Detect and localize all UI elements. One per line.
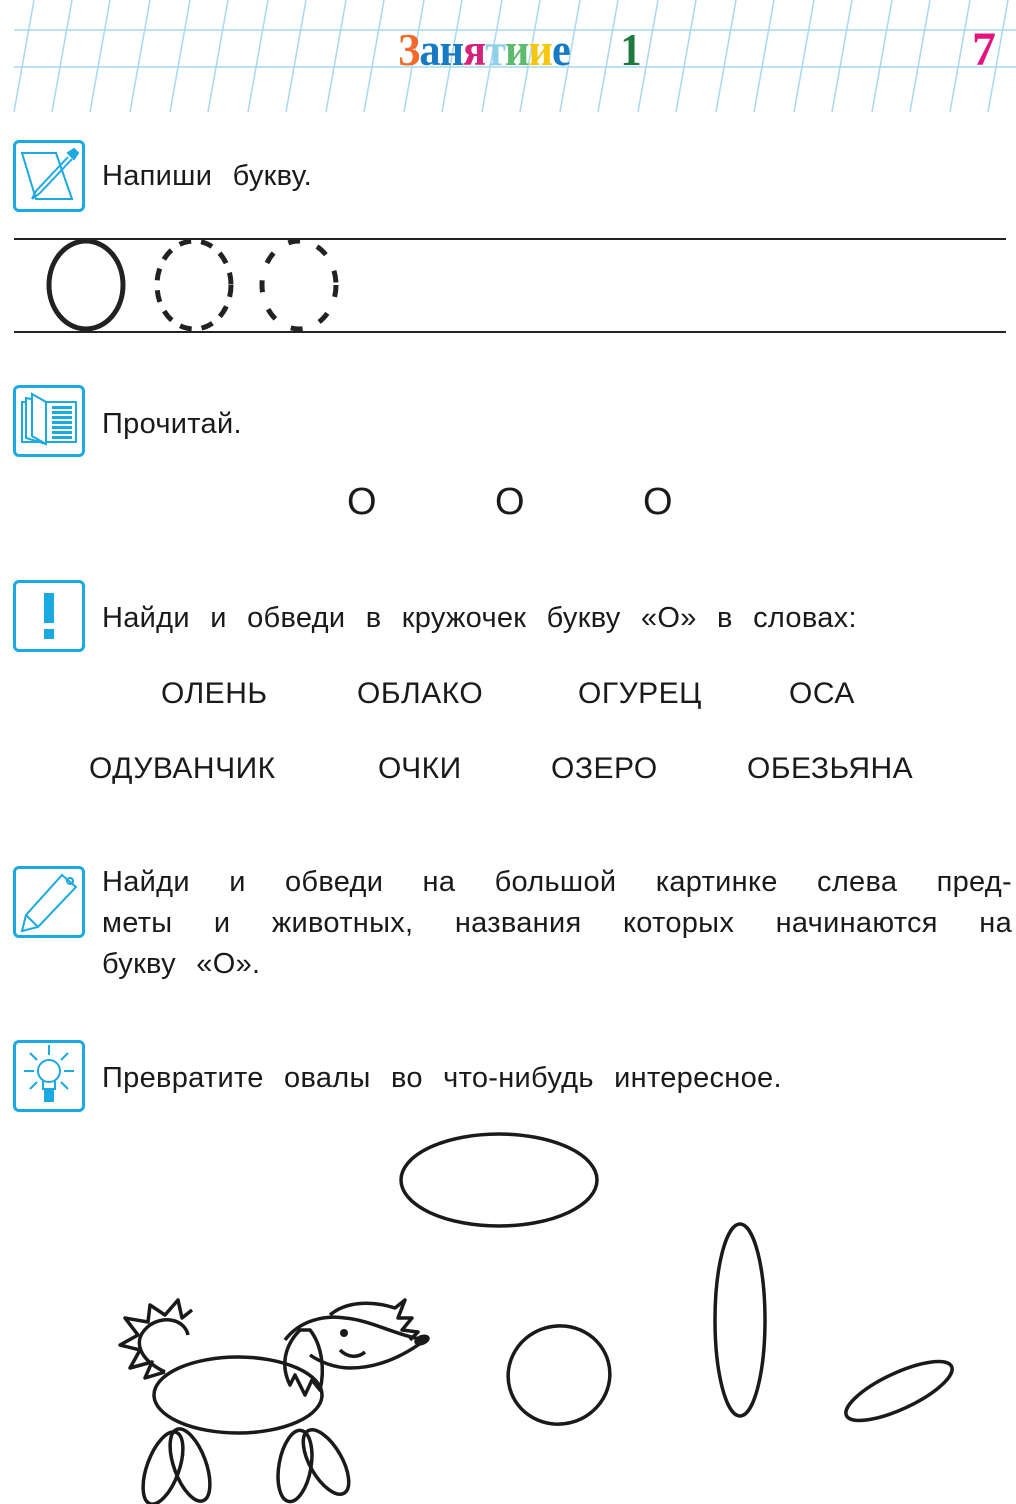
task-icon-read	[13, 385, 85, 457]
lightbulb-icon	[16, 1043, 82, 1109]
title-letter: и	[528, 24, 552, 75]
title-letter: и	[504, 24, 529, 75]
task-text-circle-letter: Найди и обведи в кружочек букву «О» в словах:	[102, 602, 857, 634]
word-item[interactable]: ОСА	[789, 677, 855, 710]
word-item[interactable]: ОДУВАНЧИК	[89, 752, 276, 785]
title-letter: е	[551, 24, 570, 75]
task-icon-attention	[13, 580, 85, 652]
task-text-ovals: Превратите овалы во что-нибудь интересное.	[102, 1062, 782, 1094]
task-icon-write	[13, 140, 85, 212]
task-line: Найди и обведи на большой картинке слева пред-	[102, 866, 1012, 898]
title-letter: н	[439, 24, 464, 75]
read-letter: О	[643, 481, 673, 523]
title-letter: т	[485, 24, 505, 75]
pencil-icon	[16, 869, 82, 935]
trace-letter-o-1[interactable]	[157, 241, 231, 329]
task-text-write: Напиши букву.	[102, 160, 312, 192]
task-icon-pencil	[13, 866, 85, 938]
task-text-find-picture	[102, 862, 1012, 985]
oval-wide[interactable]	[401, 1134, 597, 1226]
fox-example-drawing	[120, 1300, 425, 1504]
pen-paper-icon	[16, 143, 82, 209]
title-letter: я	[463, 24, 486, 75]
task-icon-idea	[13, 1040, 85, 1112]
word-item[interactable]: ОГУРЕЦ	[578, 677, 702, 710]
letter-tracing-area[interactable]	[0, 230, 400, 340]
ovals-drawing-area[interactable]	[0, 1110, 1016, 1504]
task-line: букву «О».	[102, 948, 261, 980]
lesson-number: 1	[620, 24, 641, 75]
oval-tilted[interactable]	[839, 1350, 959, 1432]
open-book-icon	[16, 388, 82, 454]
page-number: 7	[972, 23, 996, 76]
trace-letter-o-2[interactable]	[262, 241, 336, 329]
task-text-read: Прочитай.	[102, 408, 242, 440]
sample-letter-o	[49, 241, 123, 329]
exclamation-icon	[16, 583, 82, 649]
lesson-title-word	[398, 24, 570, 76]
title-letter: З	[398, 24, 420, 75]
title-letter: а	[419, 24, 440, 75]
word-item[interactable]: ОЧКИ	[378, 752, 462, 785]
oval-egg[interactable]	[497, 1314, 621, 1435]
word-item[interactable]: ОБЕЗЬЯНА	[747, 752, 914, 785]
lesson-title	[398, 24, 641, 76]
word-item[interactable]: ОЛЕНЬ	[161, 677, 268, 710]
word-item[interactable]: ОЗЕРО	[551, 752, 658, 785]
word-item[interactable]: ОБЛАКО	[357, 677, 484, 710]
read-letter: О	[495, 481, 525, 523]
oval-tall[interactable]	[715, 1224, 765, 1416]
task-line: меты и животных, названия которых начинаются на	[102, 907, 1012, 939]
read-letter: О	[347, 481, 377, 523]
